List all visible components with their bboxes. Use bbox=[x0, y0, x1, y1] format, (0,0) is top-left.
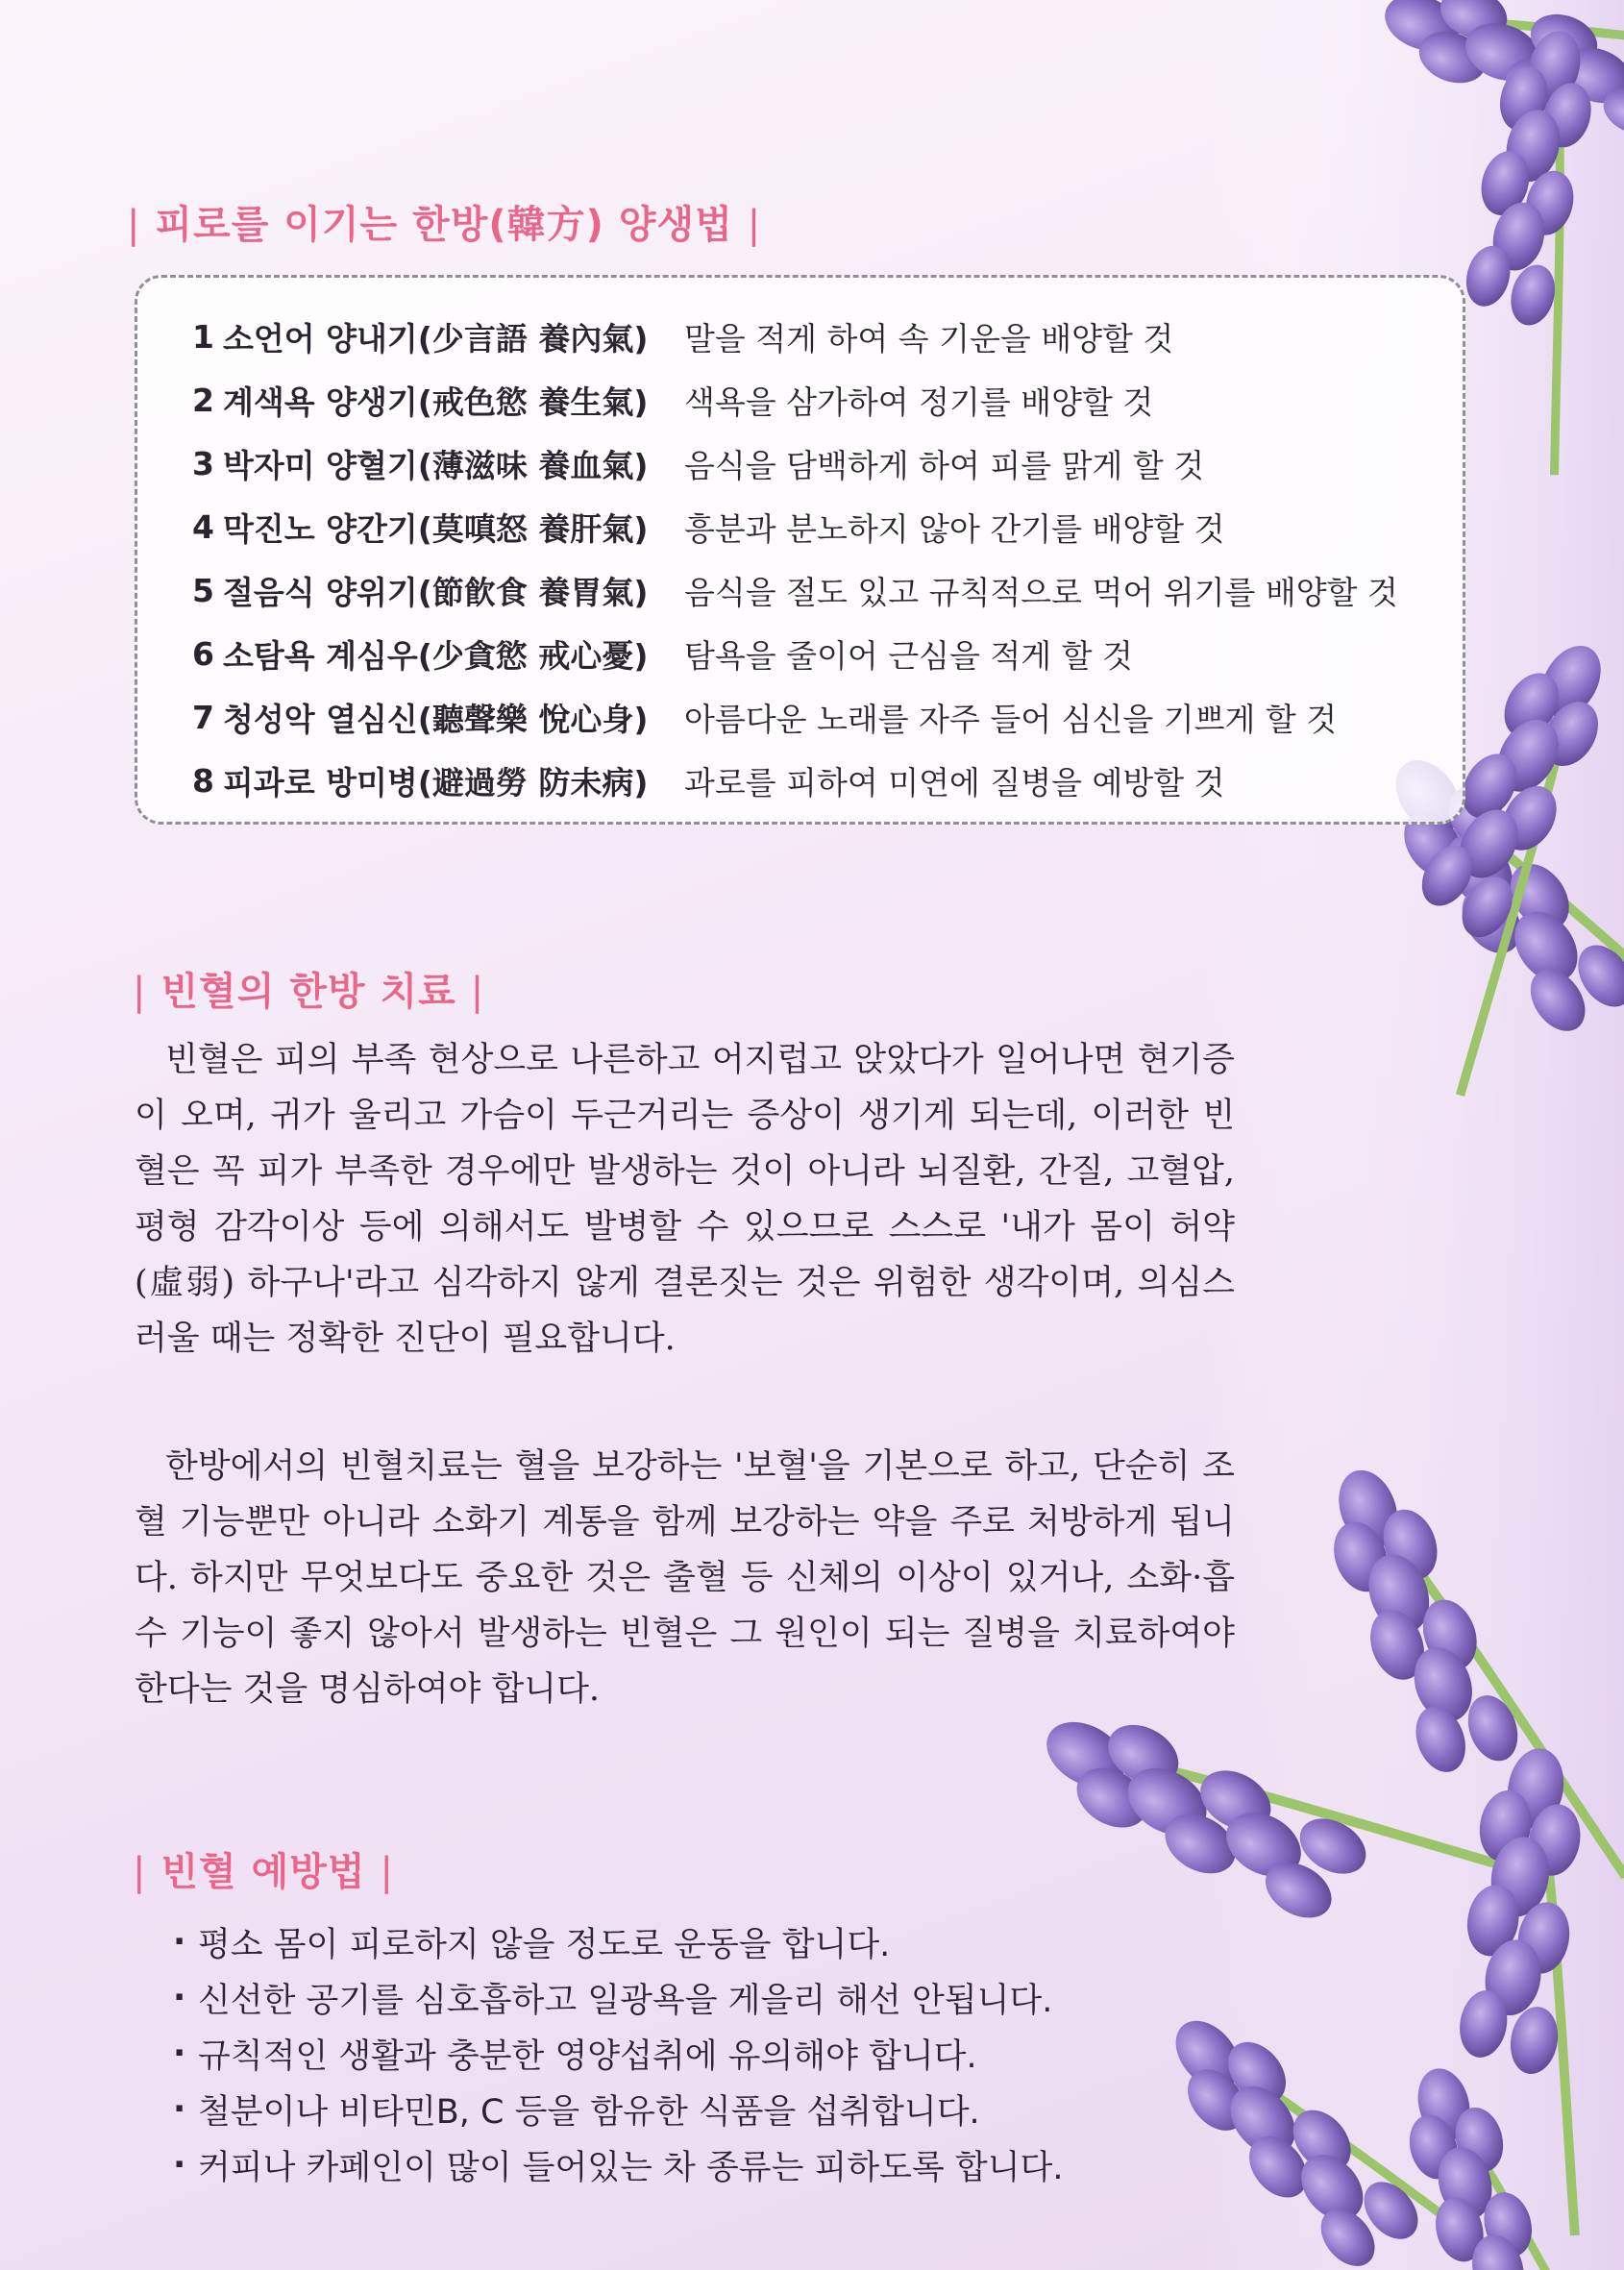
bullet: · bbox=[173, 1979, 186, 2017]
item-desc: 탐욕을 줄이어 근심을 적게 할 것 bbox=[684, 636, 1133, 675]
item-desc: 음식을 절도 있고 규칙적으로 먹어 위기를 배양할 것 bbox=[684, 573, 1398, 611]
title-bar-left: | bbox=[133, 1850, 147, 1894]
list-item bbox=[192, 685, 1463, 749]
item-number: 2 bbox=[192, 381, 214, 419]
section-title-herbal-regimen bbox=[127, 194, 761, 249]
tip-text: 커피나 카페인이 많이 들어있는 차 종류는 피하도록 합니다. bbox=[198, 2149, 1064, 2187]
title-bar-left: | bbox=[133, 970, 147, 1014]
list-item bbox=[173, 1970, 1063, 2026]
tip-text: 규칙적인 생활과 충분한 영양섭취에 유의해야 합니다. bbox=[198, 2037, 977, 2076]
item-desc: 말을 적게 하여 속 기운을 배양할 것 bbox=[684, 319, 1174, 358]
paragraph-anemia-symptoms: 빈혈은 피의 부족 현상으로 나른하고 어지럽고 앉았다가 일어나면 현기증이 오며, 귀가 울리고 가슴이 두근거리는 증상이 생기게 되는데, 이러한 빈혈은 꼭 피가 부족한 경우에만 발생하는 것이 아니라 뇌질환, 간질, 고혈압, 평형 감각이상 등에 의해서도 발병할 수 있으므로 스스로 '내가 몸이 허약(虛弱) 하구나'라고 심각하지 않게 결론짓는 것은 위험한 생각이며, 의심스러울 때는 정확한 진단이 필요합니다. bbox=[135, 1041, 1235, 1358]
list-item bbox=[173, 1914, 1063, 1970]
list-item bbox=[192, 495, 1463, 558]
item-number: 5 bbox=[192, 571, 214, 609]
item-desc: 색욕을 삼가하여 정기를 배양할 것 bbox=[684, 382, 1154, 421]
item-desc: 아름다운 노래를 자주 들어 심신을 기쁘게 할 것 bbox=[684, 700, 1338, 738]
list-item bbox=[173, 2137, 1063, 2193]
item-name: 계색욕 양생기(戒色慾 養生氣) bbox=[223, 382, 649, 421]
title-bar-right: | bbox=[470, 970, 485, 1014]
tip-text: 신선한 공기를 심호흡하고 일광욕을 게을리 해선 안됩니다. bbox=[198, 1982, 1053, 2020]
list-item bbox=[173, 2082, 1063, 2137]
title-bar-right: | bbox=[747, 203, 762, 247]
bullet: · bbox=[173, 1923, 186, 1962]
section-title-text: 빈혈의 한방 치료 bbox=[160, 970, 456, 1014]
item-name: 피과로 방미병(避過勞 防未病) bbox=[223, 763, 649, 802]
bullet: · bbox=[173, 2090, 186, 2129]
section-title-text: 피로를 이기는 한방(韓方) 양생법 bbox=[155, 203, 733, 247]
herbal-regimen-box bbox=[135, 275, 1465, 825]
item-number: 1 bbox=[192, 317, 214, 356]
tip-text: 평소 몸이 피로하지 않을 정도로 운동을 합니다. bbox=[198, 1926, 891, 1964]
item-number: 6 bbox=[192, 634, 214, 673]
list-item bbox=[192, 432, 1463, 495]
item-desc: 과로를 피하여 미연에 질병을 예방할 것 bbox=[684, 763, 1225, 802]
item-number: 7 bbox=[192, 698, 214, 736]
list-item bbox=[173, 2026, 1063, 2082]
bullet: · bbox=[173, 2146, 186, 2184]
item-name: 막진노 양간기(莫嗔怒 養肝氣) bbox=[223, 509, 649, 548]
paragraph-anemia-treatment: 한방에서의 빈혈치료는 혈을 보강하는 '보혈'을 기본으로 하고, 단순히 조혈 기능뿐만 아니라 소화기 계통을 함께 보강하는 약을 주로 처방하게 됩니다. 하지만 무엇보다도 중요한 것은 출혈 등 신체의 이상이 있거나, 소화·흡수 기능이 좋지 않아서 발생하는 빈혈은 그 원인이 되는 질병을 치료하여야 한다는 것을 명심하여야 합니다. bbox=[135, 1447, 1235, 1709]
title-bar-right: | bbox=[380, 1850, 394, 1894]
item-name: 소언어 양내기(少言語 養內氣) bbox=[223, 319, 649, 358]
item-desc: 흥분과 분노하지 않아 간기를 배양할 것 bbox=[684, 509, 1225, 548]
list-item bbox=[192, 368, 1463, 432]
list-item bbox=[192, 305, 1463, 368]
item-name: 절음식 양위기(節飮食 養胃氣) bbox=[223, 573, 649, 611]
list-item bbox=[192, 622, 1463, 685]
list-item bbox=[192, 749, 1463, 812]
section-title-text: 빈혈 예방법 bbox=[160, 1850, 366, 1894]
list-item bbox=[192, 558, 1463, 622]
item-desc: 음식을 담백하게 하여 피를 맑게 할 것 bbox=[684, 446, 1205, 484]
item-number: 4 bbox=[192, 507, 214, 546]
bullet: · bbox=[173, 2035, 186, 2073]
section-title-anemia-prevention bbox=[133, 1841, 394, 1896]
title-bar-left: | bbox=[127, 203, 141, 247]
section-title-anemia-treatment bbox=[133, 961, 484, 1016]
item-number: 8 bbox=[192, 761, 214, 800]
prevention-list bbox=[173, 1914, 1063, 2193]
item-name: 소탐욕 계심우(少貪慾 戒心憂) bbox=[223, 636, 649, 675]
item-name: 박자미 양혈기(薄滋味 養血氣) bbox=[223, 446, 649, 484]
item-number: 3 bbox=[192, 444, 214, 482]
tip-text: 철분이나 비타민B, C 등을 함유한 식품을 섭취합니다. bbox=[198, 2093, 980, 2132]
item-name: 청성악 열심신(聽聲樂 悅心身) bbox=[223, 700, 649, 738]
